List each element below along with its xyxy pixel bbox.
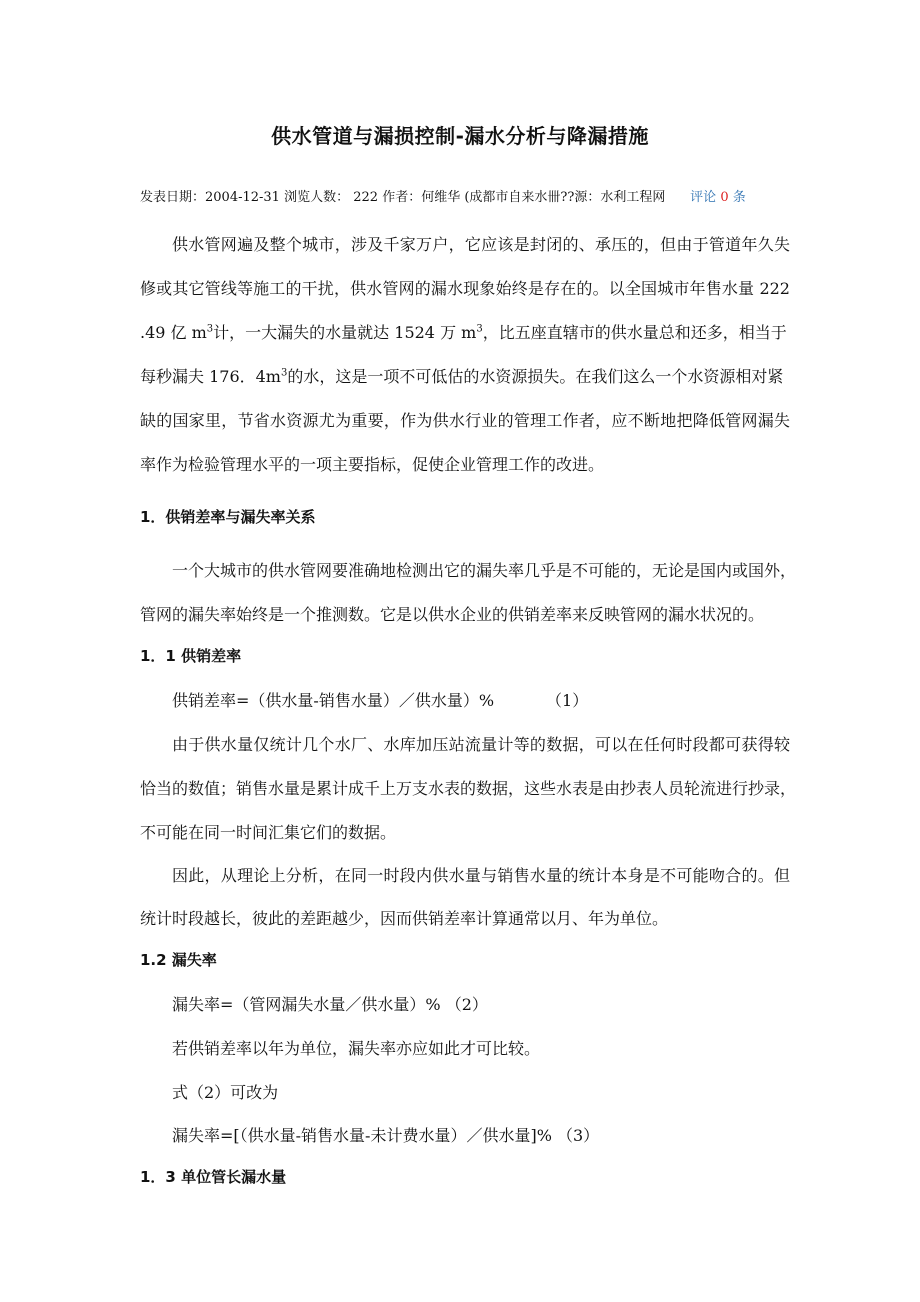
section-1-1-heading: 1．1 供销差率 bbox=[140, 647, 242, 665]
intro-line-4: 每秒漏夫 176．$4m^3$的水，这是一项不可低估的水资源损失。在我们这么一个水资源相对紧 bbox=[140, 367, 784, 386]
intro-line-2: 修或其它管线等施工的干扰，供水管网的漏水现象始终是存在的。以全国城市年售水量 222 bbox=[140, 279, 790, 298]
formula-1: 供销差率=（供水量-销售水量）／供水量）% （1） bbox=[172, 691, 589, 710]
section-1-1-p1-line-2: 恰当的数值；销售水量是累计成千上万支水表的数据，这些水表是由抄表人员轮流进行抄录， bbox=[140, 779, 797, 798]
view-count: 浏览人数： 222 bbox=[284, 190, 379, 205]
section-1-1-p1-line-1: 由于供水量仅统计几个水厂、水库加压站流量计等的数据，可以在任何时段都可获得较 bbox=[172, 735, 790, 754]
intro-line-3: .49 亿 $m^3$计，一大漏失的水量就达 1524 万 $m^3$，比五座直辖市的供水量总和还多，相当于 bbox=[140, 323, 787, 342]
comment-count[interactable]: 0 bbox=[720, 190, 729, 205]
section-1-heading: 1．供销差率与漏失率关系 bbox=[140, 508, 316, 526]
section-1-line-1: 一个大城市的供水管网要准确地检测出它的漏失率几乎是不可能的，无论是国内或国外， bbox=[172, 561, 797, 580]
section-1-2-heading: 1.2 漏失率 bbox=[140, 951, 217, 969]
section-1-line-2: 管网的漏失率始终是一个推测数。它是以供水企业的供销差率来反映管网的漏水状况的。 bbox=[140, 605, 765, 624]
page-title: 供水管道与漏损控制-漏水分析与降漏措施 bbox=[271, 124, 649, 148]
comment-unit[interactable]: 条 bbox=[732, 190, 746, 205]
section-1-1-p2-line-2: 统计时段越长，彼此的差距越少，因而供销差率计算通常以月、年为单位。 bbox=[140, 909, 669, 928]
section-1-1-p2-line-1: 因此，从理论上分析，在同一时段内供水量与销售水量的统计本身是不可能吻合的。但 bbox=[172, 866, 790, 885]
section-1-2-p1: 若供销差率以年为单位，漏失率亦应如此才可比较。 bbox=[172, 1039, 541, 1058]
section-1-3-heading: 1．3 单位管长漏水量 bbox=[140, 1168, 287, 1186]
formula-3: 漏失率=[（供水量-销售水量-未计费水量）／供水量]% （3） bbox=[172, 1126, 600, 1145]
intro-line-5: 缺的国家里，节省水资源尤为重要，作为供水行业的管理工作者，应不断地把降低管网漏失 bbox=[140, 411, 790, 430]
intro-line-1: 供水管网遍及整个城市，涉及千家万户，它应该是封闭的、承压的，但由于管道年久失 bbox=[172, 235, 790, 254]
author-source: 作者：何维华 (成都市自来水卌??源：水利工程网 bbox=[382, 190, 666, 205]
publish-date: 发表日期：2004-12-31 bbox=[140, 190, 280, 205]
comment-link[interactable]: 评论 bbox=[690, 190, 717, 205]
formula-2: 漏失率=（管网漏失水量／供水量）% （2） bbox=[172, 995, 488, 1014]
section-1-2-p2: 式（2）可改为 bbox=[172, 1083, 279, 1102]
section-1-1-p1-line-3: 不可能在同一时间汇集它们的数据。 bbox=[140, 823, 397, 842]
article-meta bbox=[140, 186, 790, 205]
intro-line-6: 率作为检验管理水平的一项主要指标，促使企业管理工作的改进。 bbox=[140, 455, 605, 474]
